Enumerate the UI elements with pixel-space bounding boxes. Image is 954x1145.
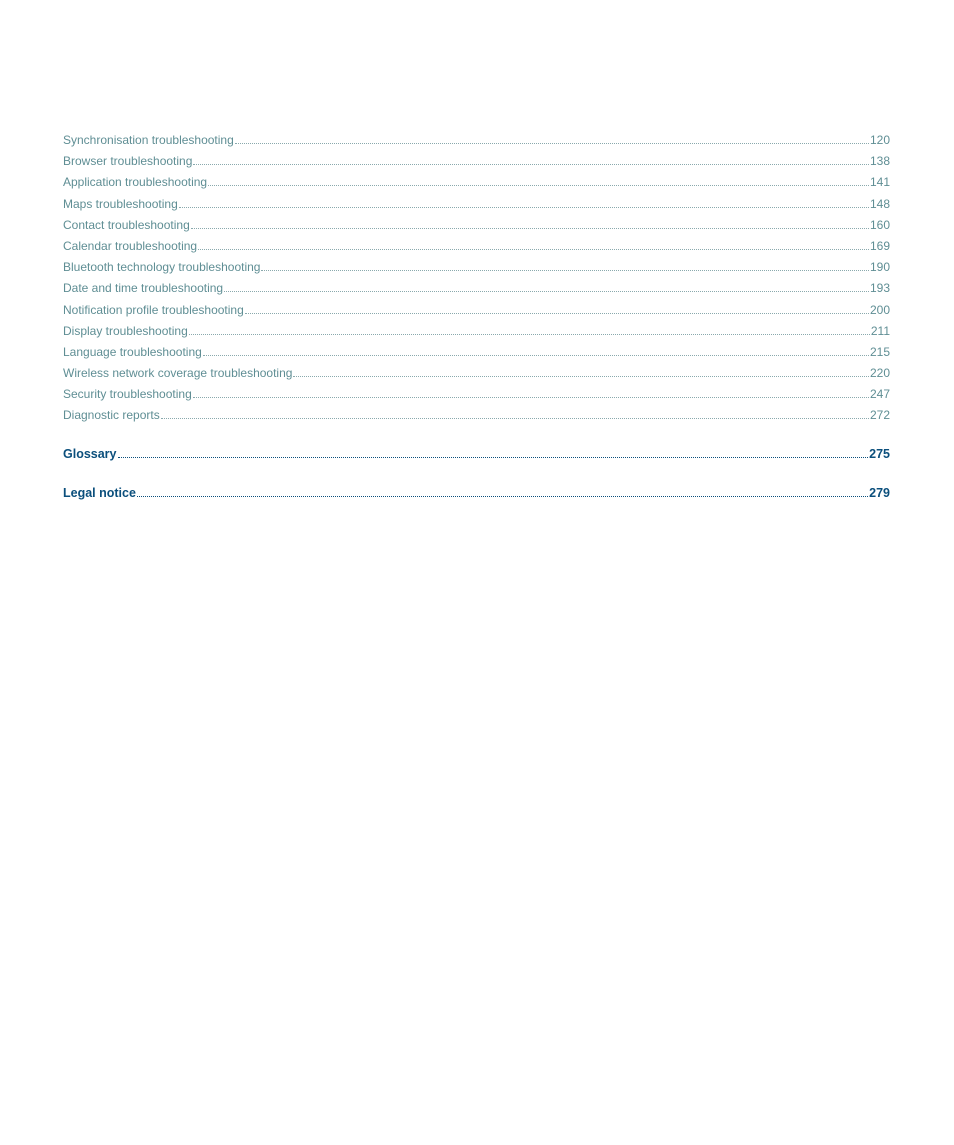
table-of-contents bbox=[63, 133, 890, 507]
toc-entry-date-time[interactable] bbox=[63, 281, 890, 302]
toc-dot-leader bbox=[193, 164, 869, 165]
toc-entry-title: Notification profile troubleshooting bbox=[63, 302, 244, 317]
toc-section-glossary[interactable] bbox=[63, 447, 890, 468]
toc-entry-calendar[interactable] bbox=[63, 239, 890, 260]
toc-entry-page: 169 bbox=[869, 238, 890, 253]
toc-entry-synchronisation[interactable] bbox=[63, 133, 890, 154]
toc-entry-page: 220 bbox=[869, 366, 890, 381]
toc-entry-notification-profile[interactable] bbox=[63, 303, 890, 324]
toc-entry-title: Contact troubleshooting bbox=[63, 217, 190, 232]
toc-entry-wireless-coverage[interactable] bbox=[63, 366, 890, 387]
toc-entry-display[interactable] bbox=[63, 324, 890, 345]
toc-entry-maps[interactable] bbox=[63, 197, 890, 218]
toc-entry-title: Calendar troubleshooting bbox=[63, 238, 198, 253]
toc-entry-list bbox=[63, 133, 890, 430]
toc-section-title: Legal notice bbox=[63, 485, 136, 500]
toc-dot-leader bbox=[208, 185, 869, 186]
toc-dot-leader bbox=[137, 496, 868, 497]
toc-entry-page: 247 bbox=[869, 387, 890, 402]
toc-entry-title: Date and time troubleshooting bbox=[63, 281, 224, 296]
toc-dot-leader bbox=[224, 291, 869, 292]
toc-entry-page: 200 bbox=[869, 302, 890, 317]
toc-section-page: 279 bbox=[869, 485, 890, 500]
toc-dot-leader bbox=[191, 228, 869, 229]
toc-dot-leader bbox=[198, 249, 869, 250]
toc-entry-bluetooth[interactable] bbox=[63, 260, 890, 281]
toc-entry-page: 211 bbox=[870, 323, 890, 338]
toc-entry-page: 141 bbox=[869, 175, 890, 190]
toc-entry-title: Display troubleshooting bbox=[63, 323, 188, 338]
toc-entry-title: Wireless network coverage troubleshooting bbox=[63, 366, 293, 381]
toc-entry-page: 193 bbox=[869, 281, 890, 296]
toc-entry-language[interactable] bbox=[63, 345, 890, 366]
toc-entry-title: Diagnostic reports bbox=[63, 408, 160, 423]
toc-section-title: Glossary bbox=[63, 446, 117, 461]
toc-entry-browser[interactable] bbox=[63, 154, 890, 175]
toc-entry-title: Language troubleshooting bbox=[63, 344, 202, 359]
toc-dot-leader bbox=[161, 418, 869, 419]
toc-entry-title: Security troubleshooting bbox=[63, 387, 192, 402]
toc-entry-page: 190 bbox=[869, 260, 890, 275]
toc-entry-diagnostic-reports[interactable] bbox=[63, 408, 890, 429]
toc-entry-title: Bluetooth technology troubleshooting bbox=[63, 260, 261, 275]
toc-dot-leader bbox=[293, 376, 869, 377]
toc-entry-application[interactable] bbox=[63, 175, 890, 196]
toc-dot-leader bbox=[118, 457, 869, 458]
toc-entry-page: 120 bbox=[869, 133, 890, 147]
toc-entry-page: 160 bbox=[869, 217, 890, 232]
toc-section-page: 275 bbox=[869, 446, 890, 461]
toc-dot-leader bbox=[261, 270, 868, 271]
toc-dot-leader bbox=[179, 207, 869, 208]
toc-dot-leader bbox=[189, 334, 870, 335]
toc-section-legal-notice[interactable] bbox=[63, 486, 890, 507]
toc-entry-title: Browser troubleshooting bbox=[63, 154, 193, 169]
toc-dot-leader bbox=[193, 397, 869, 398]
toc-dot-leader bbox=[235, 143, 869, 144]
toc-entry-page: 272 bbox=[869, 408, 890, 423]
toc-entry-page: 138 bbox=[869, 154, 890, 169]
toc-entry-page: 215 bbox=[869, 344, 890, 359]
toc-entry-title: Maps troubleshooting bbox=[63, 196, 178, 211]
toc-entry-contact[interactable] bbox=[63, 218, 890, 239]
toc-entry-title: Synchronisation troubleshooting bbox=[63, 133, 234, 147]
toc-entry-title: Application troubleshooting bbox=[63, 175, 208, 190]
toc-dot-leader bbox=[203, 355, 869, 356]
toc-entry-page: 148 bbox=[869, 196, 890, 211]
toc-entry-security[interactable] bbox=[63, 387, 890, 408]
toc-dot-leader bbox=[245, 313, 869, 314]
